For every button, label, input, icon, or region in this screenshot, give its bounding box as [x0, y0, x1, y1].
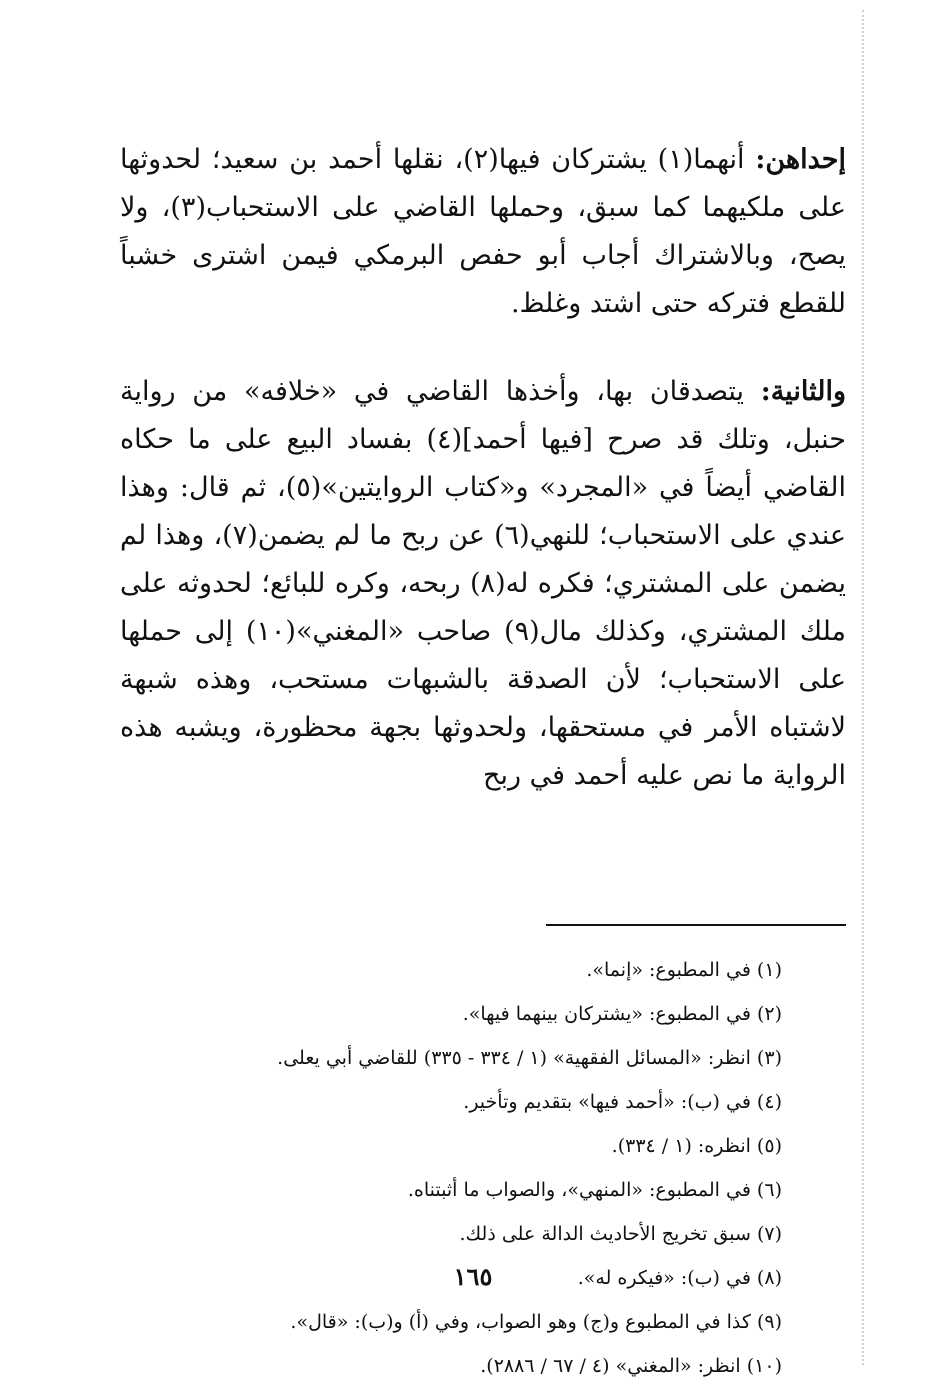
- paragraph-lead: والثانية:: [760, 376, 846, 407]
- footnote: (٣) انظر: «المسائل الفقهية» (١ / ٣٣٤ - ٣٣٥) للقاضي أبي يعلى.: [277, 1047, 782, 1069]
- paragraph-text: يتصدقان بها، وأخذها القاضي في «خلافه» من رواية حنبل، وتلك قد صرح [فيها أحمد](٤) بفساد البيع على ما حكاه القاضي أيضاً في «المجرد» و«كتاب الروايتين»(٥)، ثم قال: وهذا عندي على الاستحباب؛ للنهي(٦) عن ربح ما لم يضمن(٧)، وهذا لم يضمن على المشتري؛ فكره له(٨) ربحه، وكره للبائع؛ لحدوثه على ملك المشتري، وكذلك مال(٩) صاحب «المغني»(١٠) إلى حملها على الاستحباب؛ لأن الصدقة بالشبهات مستحب، وهذه شبهة لاشتباه الأمر في مستحقها، ولحدوثها بجهة محظورة، ويشبه هذه الرواية ما نص عليه أحمد في ربح: [120, 376, 847, 791]
- paragraph-text: أنهما(١) يشتركان فيها(٢)، نقلها أحمد بن سعيد؛ لحدوثها على ملكيهما كما سبق، وحملها القاضي على الاستحباب(٣)، ولا يصح، وبالاشتراك أجاب أبو حفص البرمكي فيمن اشترى خشباً للقطع فتركه حتى اشتد وغلظ.: [120, 144, 846, 319]
- footnote: (٥) انظره: (١ / ٣٣٤).: [611, 1135, 782, 1157]
- page-edge-dots: [862, 10, 864, 1365]
- footnote: (٤) في (ب): «أحمد فيها» بتقديم وتأخير.: [463, 1091, 782, 1113]
- footnote-separator: [546, 924, 846, 926]
- page-number: ١٦٥: [453, 1262, 493, 1291]
- paragraph-second-narration: [120, 368, 846, 800]
- footnotes-list: [132, 948, 782, 1388]
- paragraph-first-narration: [120, 136, 846, 328]
- footnote: (١) في المطبوع: «إنما».: [586, 959, 782, 981]
- footnote: (٩) كذا في المطبوع و(ج) وهو الصواب، وفي (أ) و(ب): «قال».: [290, 1311, 782, 1333]
- footnote: (٨) في (ب): «فيكره له».: [577, 1267, 782, 1289]
- footnote: (٧) سبق تخريج الأحاديث الدالة على ذلك.: [459, 1223, 782, 1245]
- footnote: (٦) في المطبوع: «المنهي»، والصواب ما أثبتناه.: [407, 1179, 782, 1201]
- paragraph-lead: إحداهن:: [755, 144, 846, 175]
- footnote: (٢) في المطبوع: «يشتركان بينهما فيها».: [462, 1003, 782, 1025]
- footnote: (١٠) انظر: «المغني» (٤ / ٦٧ / ٢٨٨٦).: [480, 1355, 782, 1377]
